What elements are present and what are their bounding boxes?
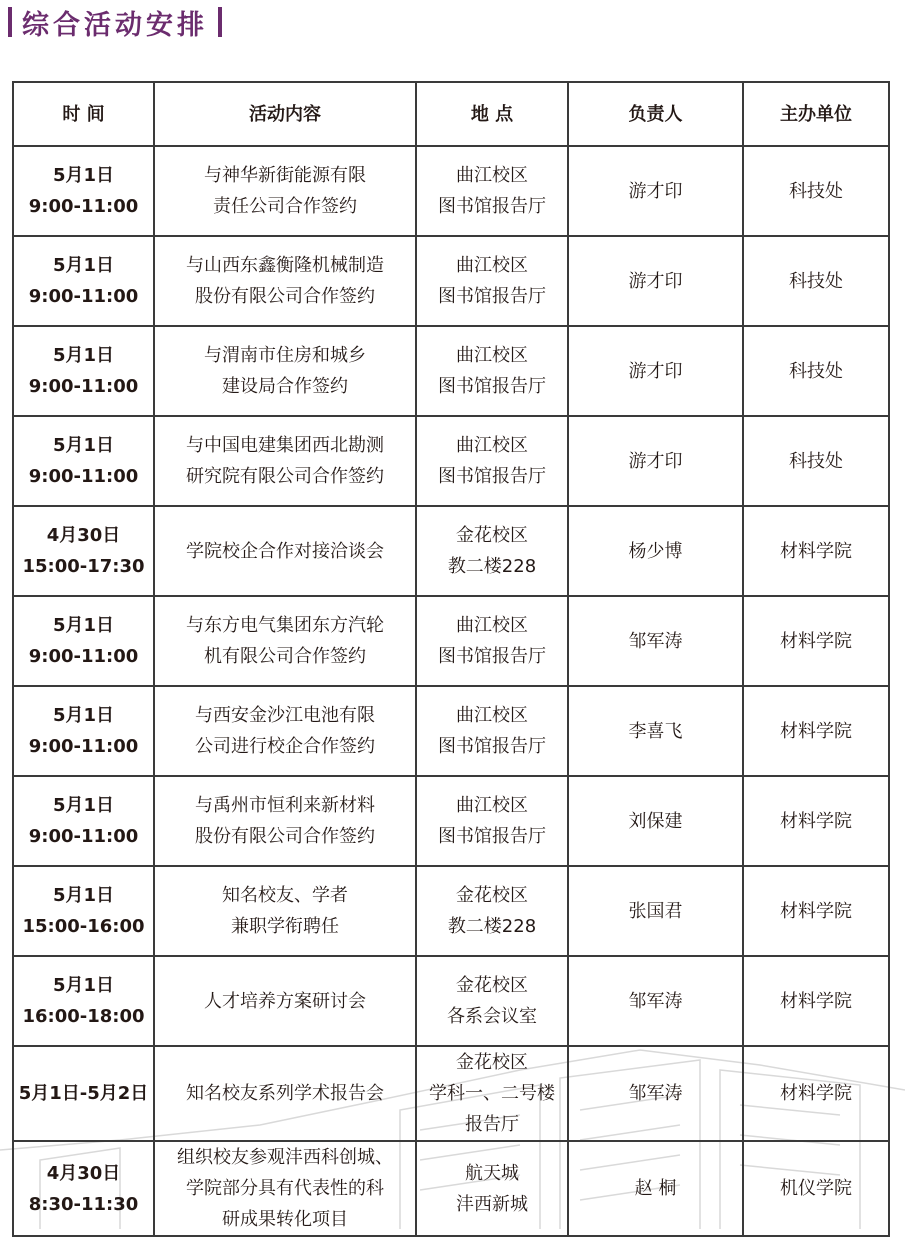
cell-time	[13, 776, 154, 866]
cell-location-line: 图书馆报告厅	[438, 646, 546, 667]
cell-time-line: 9:00-11:00	[28, 646, 139, 667]
cell-location-line: 金花校区	[456, 525, 528, 546]
cell-activity	[154, 1046, 416, 1141]
cell-time-line: 9:00-11:00	[28, 826, 139, 847]
cell-time-line: 5月1日	[52, 705, 115, 726]
cell-location	[416, 596, 568, 686]
cell-time	[13, 1046, 154, 1141]
cell-person: 邹军涛	[568, 596, 743, 686]
cell-location	[416, 236, 568, 326]
cell-time-line: 5月1日	[52, 345, 115, 366]
cell-activity-line: 人才培养方案研讨会	[204, 990, 366, 1012]
cell-activity-line: 研成果转化项目	[222, 1209, 348, 1230]
cell-activity-line: 与禹州市恒利来新材料	[195, 795, 375, 816]
table-row	[13, 506, 889, 596]
table-body	[13, 146, 889, 1236]
cell-time	[13, 866, 154, 956]
cell-location	[416, 956, 568, 1046]
cell-activity-line: 学院部分具有代表性的科	[186, 1178, 384, 1199]
cell-location-line: 图书馆报告厅	[438, 466, 546, 487]
table-row	[13, 866, 889, 956]
table-row	[13, 1046, 889, 1141]
cell-location-line: 各系会议室	[447, 1006, 537, 1027]
cell-organizer: 材料学院	[743, 1046, 889, 1141]
cell-time	[13, 326, 154, 416]
cell-activity-line: 股份有限公司合作签约	[195, 826, 375, 847]
heading-right-bar	[218, 7, 222, 37]
cell-location-line: 曲江校区	[456, 705, 528, 726]
cell-time-line: 5月1日-5月2日	[18, 1083, 149, 1104]
cell-time	[13, 236, 154, 326]
cell-person: 游才印	[568, 236, 743, 326]
cell-person: 邹军涛	[568, 1046, 743, 1141]
cell-organizer: 科技处	[743, 326, 889, 416]
cell-location-line: 曲江校区	[456, 345, 528, 366]
cell-time-line: 5月1日	[52, 615, 115, 636]
cell-time-line: 9:00-11:00	[28, 736, 139, 757]
header-organizer: 主办单位	[743, 82, 889, 146]
table-row	[13, 236, 889, 326]
cell-location-line: 曲江校区	[456, 165, 528, 186]
cell-time-line: 16:00-18:00	[22, 1006, 145, 1027]
cell-location	[416, 416, 568, 506]
cell-activity	[154, 416, 416, 506]
cell-time	[13, 146, 154, 236]
cell-activity	[154, 506, 416, 596]
cell-time-line: 15:00-17:30	[22, 556, 145, 577]
cell-location-line: 金花校区	[456, 975, 528, 996]
cell-time-line: 5月1日	[52, 975, 115, 996]
cell-time	[13, 596, 154, 686]
cell-time-line: 5月1日	[52, 165, 115, 186]
cell-location-line: 图书馆报告厅	[438, 196, 546, 217]
cell-activity	[154, 146, 416, 236]
cell-time-line: 5月1日	[52, 255, 115, 276]
cell-location-line: 曲江校区	[456, 795, 528, 816]
cell-activity-line: 建设局合作签约	[222, 376, 348, 397]
cell-person: 游才印	[568, 146, 743, 236]
cell-activity	[154, 776, 416, 866]
cell-activity-line: 学院校企合作对接洽谈会	[186, 540, 384, 562]
cell-time-line: 9:00-11:00	[28, 376, 139, 397]
cell-activity-line: 与渭南市住房和城乡	[204, 345, 366, 366]
cell-location-line: 曲江校区	[456, 615, 528, 636]
cell-person: 李喜飞	[568, 686, 743, 776]
cell-time	[13, 416, 154, 506]
cell-activity-line: 股份有限公司合作签约	[195, 286, 375, 307]
cell-activity-line: 责任公司合作签约	[213, 196, 357, 217]
cell-organizer: 材料学院	[743, 686, 889, 776]
cell-activity	[154, 866, 416, 956]
cell-activity-line: 知名校友、学者	[222, 885, 348, 906]
cell-location-line: 图书馆报告厅	[438, 286, 546, 307]
cell-location	[416, 326, 568, 416]
header-person: 负责人	[568, 82, 743, 146]
cell-location	[416, 1046, 568, 1141]
cell-time-line: 5月1日	[52, 795, 115, 816]
cell-time-line: 5月1日	[52, 885, 115, 906]
cell-person: 邹军涛	[568, 956, 743, 1046]
cell-location	[416, 776, 568, 866]
cell-person: 游才印	[568, 326, 743, 416]
cell-time-line: 8:30-11:30	[28, 1193, 139, 1215]
cell-location-line: 金花校区	[456, 885, 528, 906]
cell-location-line: 曲江校区	[456, 255, 528, 276]
cell-location	[416, 866, 568, 956]
cell-person: 杨少博	[568, 506, 743, 596]
section-heading	[8, 2, 222, 42]
cell-location-line: 沣西新城	[456, 1193, 528, 1215]
cell-activity	[154, 686, 416, 776]
cell-location	[416, 506, 568, 596]
table-row	[13, 686, 889, 776]
cell-location	[416, 146, 568, 236]
cell-organizer: 材料学院	[743, 866, 889, 956]
cell-activity-line: 与西安金沙江电池有限	[195, 705, 375, 726]
cell-person: 张国君	[568, 866, 743, 956]
cell-location	[416, 1141, 568, 1236]
cell-time-line: 9:00-11:00	[28, 466, 139, 487]
header-activity: 活动内容	[154, 82, 416, 146]
activity-schedule-table	[12, 81, 890, 1237]
cell-time	[13, 506, 154, 596]
cell-person: 赵 桐	[568, 1141, 743, 1236]
cell-activity-line: 组织校友参观沣西科创城、	[177, 1147, 393, 1168]
table-row	[13, 776, 889, 866]
cell-time-line: 9:00-11:00	[28, 286, 139, 307]
cell-organizer: 机仪学院	[743, 1141, 889, 1236]
cell-person: 刘保建	[568, 776, 743, 866]
cell-organizer: 材料学院	[743, 956, 889, 1046]
cell-activity	[154, 596, 416, 686]
cell-location-line: 教二楼228	[447, 916, 537, 937]
cell-activity-line: 知名校友系列学术报告会	[186, 1083, 384, 1104]
table-row	[13, 416, 889, 506]
cell-time-line: 15:00-16:00	[22, 916, 145, 937]
table-row	[13, 326, 889, 416]
cell-organizer: 材料学院	[743, 776, 889, 866]
cell-activity-line: 与神华新街能源有限	[204, 165, 366, 186]
cell-location	[416, 686, 568, 776]
header-location: 地 点	[416, 82, 568, 146]
cell-time	[13, 956, 154, 1046]
cell-location-line: 学科一、二号楼	[429, 1083, 555, 1104]
cell-time-line: 4月30日	[46, 1162, 121, 1184]
table-header-row	[13, 82, 889, 146]
cell-time-line: 5月1日	[52, 435, 115, 456]
cell-location-line: 图书馆报告厅	[438, 376, 546, 397]
cell-time-line: 9:00-11:00	[28, 196, 139, 217]
cell-location-line: 图书馆报告厅	[438, 736, 546, 757]
cell-activity-line: 与山西东鑫衡隆机械制造	[186, 255, 384, 276]
header-time: 时 间	[13, 82, 154, 146]
cell-location-line: 报告厅	[465, 1114, 519, 1135]
cell-location-line: 金花校区	[456, 1052, 528, 1073]
cell-time-line: 4月30日	[46, 525, 121, 546]
cell-activity	[154, 1141, 416, 1236]
cell-organizer: 科技处	[743, 236, 889, 326]
cell-location-line: 图书馆报告厅	[438, 826, 546, 847]
cell-activity	[154, 956, 416, 1046]
cell-person: 游才印	[568, 416, 743, 506]
section-title: 综合活动安排	[22, 9, 208, 41]
cell-activity-line: 与东方电气集团东方汽轮	[186, 615, 384, 636]
cell-activity-line: 与中国电建集团西北勘测	[186, 435, 384, 456]
cell-location-line: 教二楼228	[447, 556, 537, 577]
cell-activity-line: 兼职学衔聘任	[231, 916, 339, 937]
table-row	[13, 596, 889, 686]
cell-time	[13, 1141, 154, 1236]
cell-organizer: 材料学院	[743, 596, 889, 686]
cell-organizer: 科技处	[743, 146, 889, 236]
cell-activity-line: 研究院有限公司合作签约	[186, 466, 384, 487]
cell-activity	[154, 326, 416, 416]
table-row	[13, 956, 889, 1046]
table-row	[13, 146, 889, 236]
cell-time	[13, 686, 154, 776]
cell-activity-line: 公司进行校企合作签约	[195, 736, 375, 757]
cell-organizer: 材料学院	[743, 506, 889, 596]
cell-activity	[154, 236, 416, 326]
table-row	[13, 1141, 889, 1236]
cell-location-line: 航天城	[465, 1162, 519, 1184]
cell-organizer: 科技处	[743, 416, 889, 506]
cell-activity-line: 机有限公司合作签约	[204, 646, 366, 667]
cell-location-line: 曲江校区	[456, 435, 528, 456]
